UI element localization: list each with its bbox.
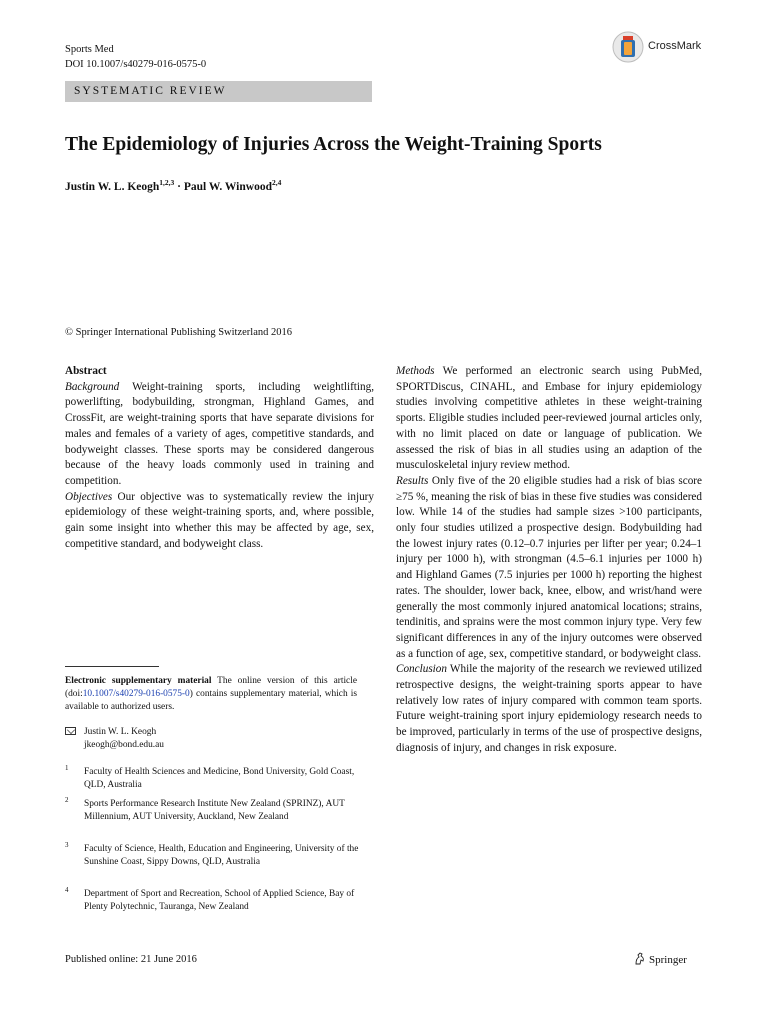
author-name[interactable]: Paul W. Winwood xyxy=(183,180,272,193)
journal-name: Sports Med xyxy=(65,44,114,55)
article-title: The Epidemiology of Injuries Across the Weight-Training Sports xyxy=(65,134,602,155)
correspondence-email[interactable]: jkeogh@bond.edu.au xyxy=(84,740,164,750)
abstract-objectives xyxy=(65,490,374,553)
affiliation-text: Sports Performance Research Institute New Zealand (SPRINZ), AUT Millennium, AUT University, Auckland, New Zealand xyxy=(84,799,345,822)
results-text: Only five of the 20 eligible studies had a risk of bias score ≥75 %, meaning the risk of bias in these five studies was considered low. While 14 of the studies had sample sizes >100 participants, only four studies utilized a prospective design. Bodybuilding had the lowest injury rates (0.12–0.7 injuries per lifter per year; 0.24–1 injury per 1000 h), with strongman (4.5–6.1 injuries per 1000 h) and Highland Games (7.5 injuries per 1000 h) reporting the highest rates. The shoulder, lower back, knee, elbow, and wrist/hand were generally the most commonly injured anatomical locations; strains, tendinitis, and sprains were the most common injury type. Very few significant differences in any of the injury outcomes were observed as a function of age, sex, competitive standard, or bodyweight class. xyxy=(396,474,702,660)
methods-label: Methods xyxy=(396,365,435,377)
abstract-heading: Abstract xyxy=(65,365,107,377)
esm-text-before: The online version of this article (doi: xyxy=(65,676,357,699)
abstract-conclusion xyxy=(396,662,702,756)
springer-logo xyxy=(634,952,687,966)
objectives-text: Our objective was to systematically review the injury epidemiology of these weight-training sports, and, where possible, gain some insight into whether this may be affected by age, sex, competitive standard, and bodyweight class. xyxy=(65,490,374,550)
methods-text: We performed an electronic search using PubMed, SPORTDiscus, CINAHL, and Embase for injury epidemiology studies involving competitive athletes in these weight-training sports. Eligible studies included peer-reviewed journal articles only, with no limit placed on date or language of publication. We assessed the risk of bias in all studies using an adaption of the musculoskeletal injury review method. xyxy=(396,365,702,472)
author-name[interactable]: Justin W. L. Keogh xyxy=(65,180,160,193)
crossmark-badge[interactable] xyxy=(612,30,712,64)
abstract-methods xyxy=(396,364,702,474)
author-separator: · xyxy=(174,180,184,193)
doi-link[interactable]: 10.1007/s40279-016-0575-0 xyxy=(82,689,190,699)
background-text: Weight-training sports, including weightlifting, powerlifting, bodybuilding, strongman, Highland Games, and CrossFit, are weight-training sports that have separate divisions for males and females of a variety of ages, competitive standards, and bodyweight classes. These sports may be considered dangerous because of the heavy loads commonly used in training and competition. xyxy=(65,380,374,487)
affiliation-text: Faculty of Health Sciences and Medicine, Bond University, Gold Coast, QLD, Australia xyxy=(84,767,355,790)
crossmark-icon xyxy=(612,30,644,64)
affiliation-text: Department of Sport and Recreation, School of Applied Science, Bay of Plenty Polytechnic, Tauranga, New Zealand xyxy=(84,889,355,912)
correspondence-name: Justin W. L. Keogh xyxy=(84,727,157,737)
abstract-background xyxy=(65,380,374,490)
springer-label: Springer xyxy=(649,954,687,966)
author-affiliation-ref: 2,4 xyxy=(271,178,282,187)
published-date: Published online: 21 June 2016 xyxy=(65,954,197,965)
abstract-results xyxy=(396,474,702,662)
esm-label: Electronic supplementary material xyxy=(65,676,212,686)
esm-text-after: ) contains supplementary material, which is available to authorized users. xyxy=(65,689,357,712)
affiliation-text: Faculty of Science, Health, Education and Engineering, University of the Sunshine Coast, Sippy Downs, QLD, Australia xyxy=(84,844,359,867)
affiliation-number: 1 xyxy=(65,764,69,772)
affiliation-number: 2 xyxy=(65,796,69,804)
copyright: © Springer International Publishing Switzerland 2016 xyxy=(65,327,292,338)
doi: DOI 10.1007/s40279-016-0575-0 xyxy=(65,59,207,70)
results-label: Results xyxy=(396,474,429,487)
author-affiliation-ref: 1,2,3 xyxy=(159,178,175,187)
abstract-left-column xyxy=(65,364,374,552)
affiliation-number: 4 xyxy=(65,886,69,894)
footnote-divider xyxy=(65,666,159,667)
correspondence xyxy=(65,726,164,752)
conclusion-label: Conclusion xyxy=(396,663,447,676)
author-list xyxy=(65,178,281,193)
crossmark-label: CrossMark xyxy=(648,40,702,52)
affiliation-number: 3 xyxy=(65,841,69,849)
article-type-band: SYSTEMATIC REVIEW xyxy=(65,81,372,102)
journal-header xyxy=(65,42,206,72)
objectives-label: Objectives xyxy=(65,490,113,503)
envelope-icon xyxy=(65,727,76,735)
springer-horse-icon xyxy=(634,952,645,965)
supplementary-note xyxy=(65,675,357,714)
conclusion-text: While the majority of the research we reviewed utilized retrospective designs, the weight-training sports appear to have relatively low rates of injury compared with common team sports. Future weight-training sport injury epidemiology research needs to be improved, particularly in terms of the use of prospective designs, diagnosis of injury, and changes in risk exposure. xyxy=(396,663,702,754)
background-label: Background xyxy=(65,380,120,393)
abstract-right-column xyxy=(396,364,702,757)
